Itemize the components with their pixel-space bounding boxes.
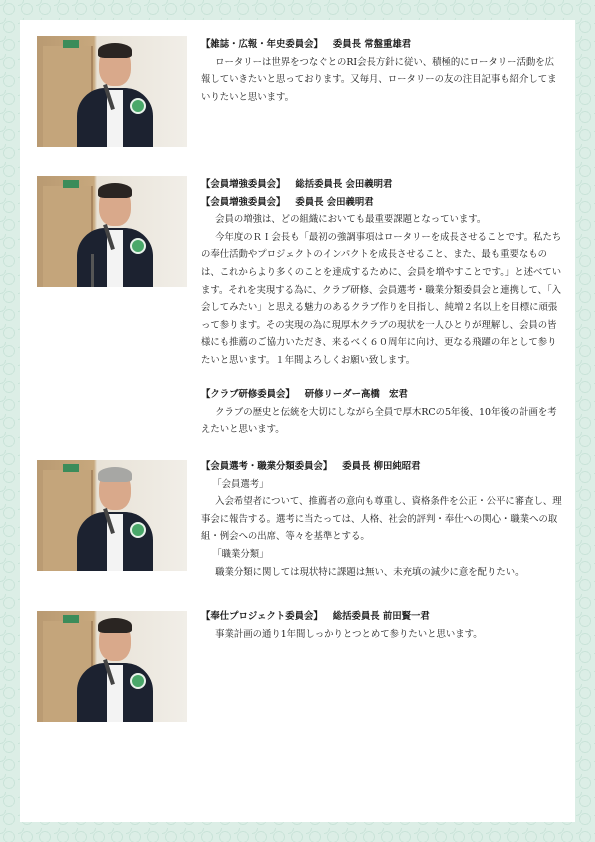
page <box>20 20 575 822</box>
section-paragraph: 入会希望者について、推薦者の意向も尊重し、資格条件を公正・公平に審査し、理事会に報告する。選考に当たっては、人格、社会的評判・奉仕への関心・職業への取組・例会への出席、等々を基準とする。 <box>201 496 562 543</box>
speaker-photo <box>37 460 187 571</box>
section-heading: 【会員増強委員会】 総括委員長 会田義明君 <box>201 179 393 190</box>
section-heading: 【雑誌・広報・年史委員会】 委員長 常盤重雄君 <box>201 39 412 50</box>
section-paragraph: ロータリーは世界をつなぐとのRI会長方針に従い、積極的にロータリー活動を広報していきたいと思っております。又毎月、ロータリーの友の注目記事も紹介してまいりたいと思います。 <box>201 56 557 103</box>
section-club-training <box>201 386 563 439</box>
section-heading: 【会員増強委員会】 委員長 会田義明君 <box>201 196 374 208</box>
section-publicity <box>201 36 563 106</box>
section-paragraph: 会員の増強は、どの組織においても最重要課題となっています。 <box>215 214 487 226</box>
subsection-label: 「職業分類」 <box>212 548 269 560</box>
section-membership <box>201 176 563 370</box>
section-heading: 【会員選考・職業分類委員会】 委員長 柳田純昭君 <box>201 461 421 472</box>
section-heading: 【クラブ研修委員会】 研修リーダー高橋 宏君 <box>201 389 408 400</box>
section-paragraph: クラブの歴史と伝統を大切にしながら全員で厚木RCの5年後、10年後の計画を考えたいと思います。 <box>201 406 557 436</box>
section-service-project <box>201 608 563 643</box>
section-paragraph: 今年度のＲＩ会長も「最初の強調事項はロータリーを成長させることです。私たちの奉仕活動やプロジェクトのインパクトを成長させること、また、最も重要なものは、これからより多くのことを達成するために、会員を増やすことです。」と述べています。それを実現する為に、クラブ研修、会員選考・職業分類委員会と連携して、「入会してみたい」と思える魅力のあるクラブ作りを目指し、純増２名以上を目標に頑張って参ります。その実現の為に現厚木クラブの現状を一人ひとりが理解し、会員の皆様にも推薦のご協力いただき、来るべく６０周年に向け、更なる飛躍の年として参りたいと思います。１年間よろしくお願い致します。 <box>201 231 562 366</box>
speaker-photo <box>37 611 187 722</box>
speaker-photo <box>37 36 187 147</box>
section-member-selection <box>201 458 563 581</box>
speaker-photo <box>37 176 187 287</box>
section-heading: 【奉仕プロジェクト委員会】 総括委員長 前田賢一君 <box>201 611 430 622</box>
section-paragraph: 職業分類に関しては現状特に課題は無い、未充填の減少に意を配りたい。 <box>215 566 525 578</box>
subsection-label: 「会員選考」 <box>212 478 269 490</box>
section-paragraph: 事業計画の通り1年間しっかりとつとめて参りたいと思います。 <box>215 628 483 640</box>
